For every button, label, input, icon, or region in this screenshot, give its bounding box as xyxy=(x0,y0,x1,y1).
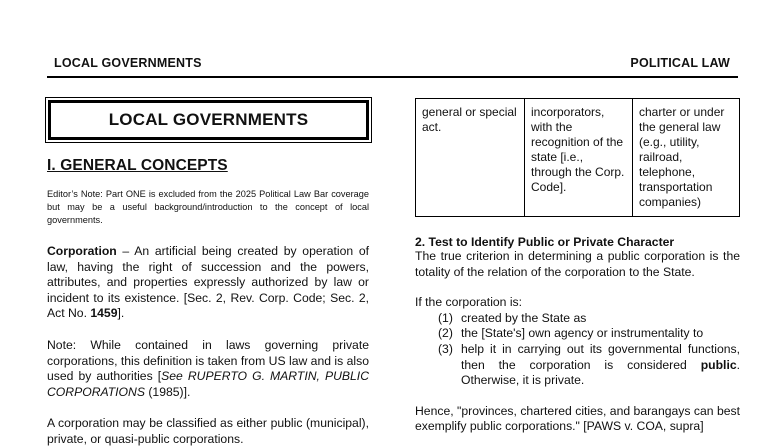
criteria-list xyxy=(415,311,740,389)
header-rule xyxy=(47,76,738,78)
hence-paragraph: Hence, "provinces, chartered cities, and barangays can best exemplify public corporations." [PAWS v. COA, supra] xyxy=(415,403,740,434)
corporation-def-end: ]. xyxy=(117,306,125,321)
table-row xyxy=(416,99,740,217)
act-number: 1459 xyxy=(90,306,118,321)
list-number: (2) xyxy=(438,326,453,341)
editor-note: Editor’s Note: Part ONE is excluded from the 2025 Political Law Bar coverage but may be a useful background/introduction to the concept of local governments. xyxy=(47,189,369,225)
table-cell: incorporators, with the recognition of the state [i.e., through the Corp. Code]. xyxy=(525,99,633,217)
classification-paragraph: A corporation may be classified as either public (municipal), private, or quasi-public corporations. xyxy=(47,416,369,446)
chapter-title: LOCAL GOVERNMENTS xyxy=(108,110,309,129)
comparison-table xyxy=(415,98,740,217)
chapter-title-box xyxy=(48,100,369,140)
running-header-right: POLITICAL LAW xyxy=(630,56,730,70)
list-text: the [State's] own agency or instrumentality to xyxy=(461,326,704,341)
test-paragraph: The true criterion in determining a public corporation is the totality of the relation of the corporation to the State. xyxy=(415,249,740,279)
section-heading: I. GENERAL CONCEPTS xyxy=(47,157,228,174)
note-text: Note: While contained in laws governing private corporations, this definition is taken from US law and is also used by authorities [ xyxy=(47,337,369,384)
list-text-end: . Otherwise, it is private. xyxy=(461,357,740,388)
corporation-definition xyxy=(47,244,369,322)
list-number: (3) xyxy=(438,341,453,356)
table-cell: charter or under the general law (e.g., utility, railroad, telephone, transportation companies) xyxy=(633,99,740,217)
list-item xyxy=(415,311,740,327)
corporation-term: Corporation xyxy=(47,244,117,258)
test-heading: 2. Test to Identify Public or Private Character xyxy=(415,235,675,249)
right-column xyxy=(415,98,740,447)
running-header-left: LOCAL GOVERNMENTS xyxy=(54,56,202,70)
list-text: help it in carrying out its governmental functions, then the corporation is considered xyxy=(461,341,740,372)
note-citation: See RUPERTO G. MARTIN, PUBLIC CORPORATIONS xyxy=(47,369,369,399)
public-term: public xyxy=(700,357,737,372)
list-text: created by the State as xyxy=(461,310,587,325)
note-end: (1985)]. xyxy=(144,384,191,399)
list-item xyxy=(415,342,740,389)
corporation-def-text: – An artificial being created by operation of law, having the right of succession and the powers, attributes, and properties expressly authorized by law or incident to its existence. [Sec. 2, Rev. Corp. Code; Sec. 2, Act No. xyxy=(47,244,369,321)
definition-note xyxy=(47,338,369,400)
left-column xyxy=(47,100,369,448)
table-cell: general or special act. xyxy=(416,99,525,217)
if-line: If the corporation is: xyxy=(415,295,523,310)
list-item xyxy=(415,326,740,342)
list-number: (1) xyxy=(438,310,453,325)
